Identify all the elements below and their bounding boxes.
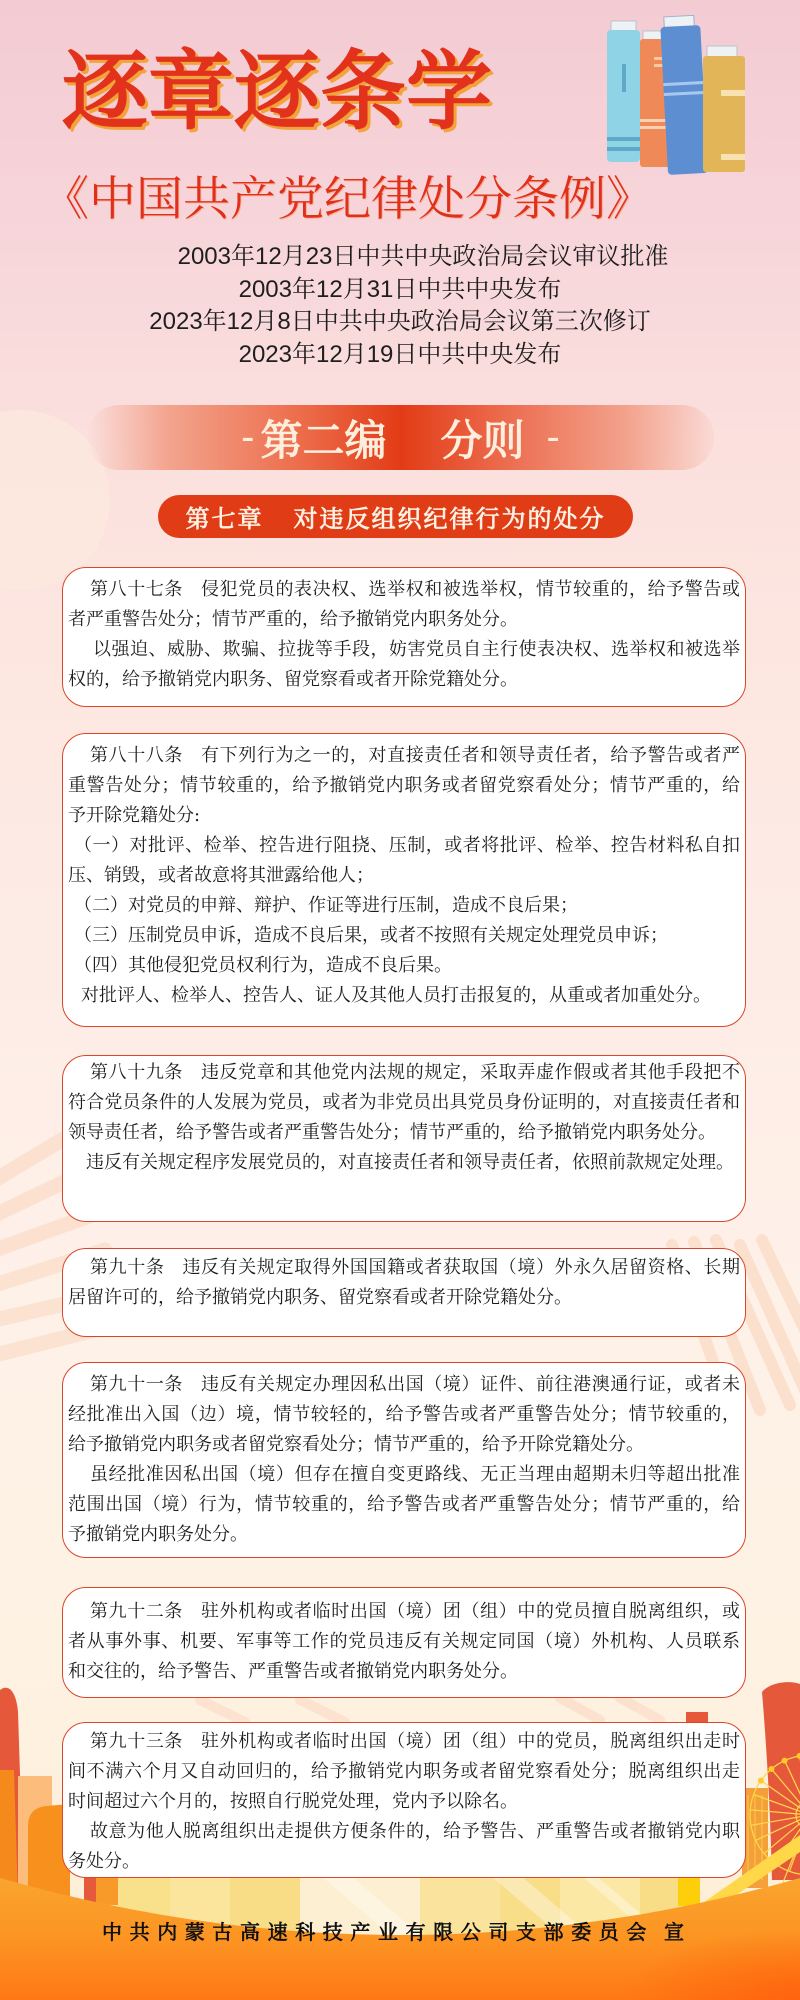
history-line: 2023年12月19日中共中央发布 — [238, 340, 562, 368]
part-name: 分则 — [440, 415, 525, 465]
article-card-92 — [62, 1587, 746, 1698]
article-card-87 — [62, 567, 746, 707]
history-line: 2023年12月8日中共中央政治局会议第三次修订 — [149, 308, 651, 335]
article-line — [68, 1597, 740, 1627]
part-number: 第二编 — [260, 415, 387, 465]
article-line: 故意为他人脱离组织出走提供方便条件的，给予警告、严重警告或者撤销党内职 — [90, 1821, 740, 1842]
revision-history — [0, 241, 800, 371]
article-card-89 — [62, 1055, 746, 1222]
publisher-credit — [102, 1920, 684, 1944]
article-line: 予开除党籍处分: — [68, 805, 201, 826]
article-line: 予撤销党内职务处分。 — [68, 1524, 248, 1545]
article-number: 第九十一条 — [90, 1374, 184, 1395]
article-line: 者从事外事、机要、军事等工作的党员违反有关规定同国（境）外机构、人员联系 — [68, 1631, 740, 1652]
article-line — [68, 741, 740, 771]
article-line: 者严重警告处分；情节严重的，给予撤销党内职务处分。 — [68, 609, 518, 630]
article-line: 间不满六个月又自动回归的，给予撤销党内职务或者留党察看处分；脱离组织出走 — [68, 1761, 740, 1782]
article-card-91 — [62, 1362, 746, 1558]
dash-decoration: - — [546, 415, 560, 459]
books-illustration-icon — [596, 12, 756, 182]
history-line: 2003年12月31日中共中央发布 — [238, 275, 562, 303]
article-item-line: （四）其他侵犯党员权利行为，造成不良后果。 — [74, 955, 452, 976]
article-line: 务处分。 — [68, 1851, 140, 1872]
article-line: 重警告处分；情节较重的，给予撤销党内职务或者留党察看处分；情节严重的，给 — [68, 775, 740, 796]
article-line: 领导责任者，给予警告或者严重警告处分；情节严重的，给予撤销党内职务处分。 — [68, 1122, 716, 1143]
article-line — [68, 1253, 740, 1283]
article-text: 驻外机构或者临时出国（境）团（组）中的党员，脱离组织出走时 — [201, 1731, 740, 1752]
article-line: 经批准出入国（边）境，情节较轻的，给予警告或者严重警告处分；情节较重的， — [68, 1404, 740, 1425]
article-item-line: （二）对党员的申辩、辩护、作证等进行压制，造成不良后果； — [74, 895, 578, 916]
article-line: 违反有关规定程序发展党员的，对直接责任者和领导责任者，依照前款规定处理。 — [86, 1152, 734, 1173]
article-card-93 — [62, 1722, 746, 1878]
article-line: 和交往的，给予警告、严重警告或者撤销党内职务处分。 — [68, 1661, 518, 1682]
article-number: 第九十三条 — [90, 1731, 184, 1752]
article-line — [68, 575, 740, 605]
chapter-title: 对违反组织纪律行为的处分 — [293, 504, 606, 533]
article-card-88 — [62, 733, 746, 1027]
article-text: 违反有关规定办理因私出国（境）证件、前往港澳通行证，或者未 — [201, 1374, 740, 1395]
article-item-line: 压、销毁，或者故意将其泄露给他人； — [68, 865, 374, 886]
article-number: 第九十二条 — [90, 1601, 184, 1622]
article-line: 居留许可的，给予撤销党内职务、留党察看或者开除党籍处分。 — [68, 1287, 572, 1308]
history-line: 2003年12月23日中共中央政治局会议审议批准 — [177, 243, 669, 270]
article-line — [68, 1058, 740, 1088]
article-card-90 — [62, 1248, 746, 1337]
article-text: 有下列行为之一的，对直接责任者和领导责任者，给予警告或者严 — [201, 745, 740, 766]
article-line: 以强迫、威胁、欺骗、拉拢等手段，妨害党员自主行使表决权、选举权和被选举 — [93, 639, 740, 660]
article-line: 符合党员条件的人发展为党员，或者为非党员出具党员身份证明的，对直接责任者和 — [68, 1092, 740, 1113]
article-line — [68, 1727, 740, 1757]
article-line — [68, 1370, 740, 1400]
article-line: 权的，给予撤销党内职务、留党察看或者开除党籍处分。 — [68, 669, 518, 690]
article-line: 对批评人、检举人、控告人、证人及其他人员打击报复的，从重或者加重处分。 — [81, 985, 711, 1006]
poster-title: 逐章逐条学 — [62, 41, 492, 142]
article-text: 违反党章和其他党内法规的规定，采取弄虚作假或者其他手段把不 — [201, 1062, 740, 1083]
publisher-name: 中共内蒙古高速科技产业有限公司支部委员会 — [102, 1920, 654, 1944]
chapter-heading — [158, 495, 633, 538]
article-line: 虽经批准因私出国（境）但存在擅自变更路线、无正当理由超期未归等超出批准 — [90, 1464, 740, 1485]
article-item-line: （三）压制党员申诉，造成不良后果，或者不按照有关规定处理党员申诉； — [74, 925, 668, 946]
article-number: 第八十七条 — [90, 579, 184, 600]
article-text: 驻外机构或者临时出国（境）团（组）中的党员擅自脱离组织，或 — [201, 1601, 740, 1622]
article-item-line: （一）对批评、检举、控告进行阻挠、压制，或者将批评、检举、控告材料私自扣 — [74, 835, 740, 856]
article-line: 给予撤销党内职务或者留党察看处分；情节严重的，给予开除党籍处分。 — [68, 1434, 644, 1455]
article-number: 第八十八条 — [90, 745, 184, 766]
article-number: 第八十九条 — [90, 1062, 184, 1083]
publisher-suffix: 宣 — [664, 1920, 684, 1944]
article-text: 侵犯党员的表决权、选举权和被选举权，情节较重的，给予警告或 — [201, 579, 740, 600]
article-number: 第九十条 — [90, 1257, 165, 1278]
part-banner — [87, 405, 714, 470]
regulation-title: 《中国共产党纪律处分条例》 — [42, 172, 653, 227]
chapter-number: 第七章 — [185, 504, 264, 533]
article-text: 违反有关规定取得外国国籍或者获取国（境）外永久居留资格、长期 — [182, 1257, 741, 1278]
dash-decoration: - — [241, 415, 255, 459]
article-line: 时间超过六个月的，按照自行脱党处理，党内予以除名。 — [68, 1791, 518, 1812]
article-line: 范围出国（境）行为，情节较重的，给予警告或者严重警告处分；情节严重的，给 — [68, 1494, 740, 1515]
